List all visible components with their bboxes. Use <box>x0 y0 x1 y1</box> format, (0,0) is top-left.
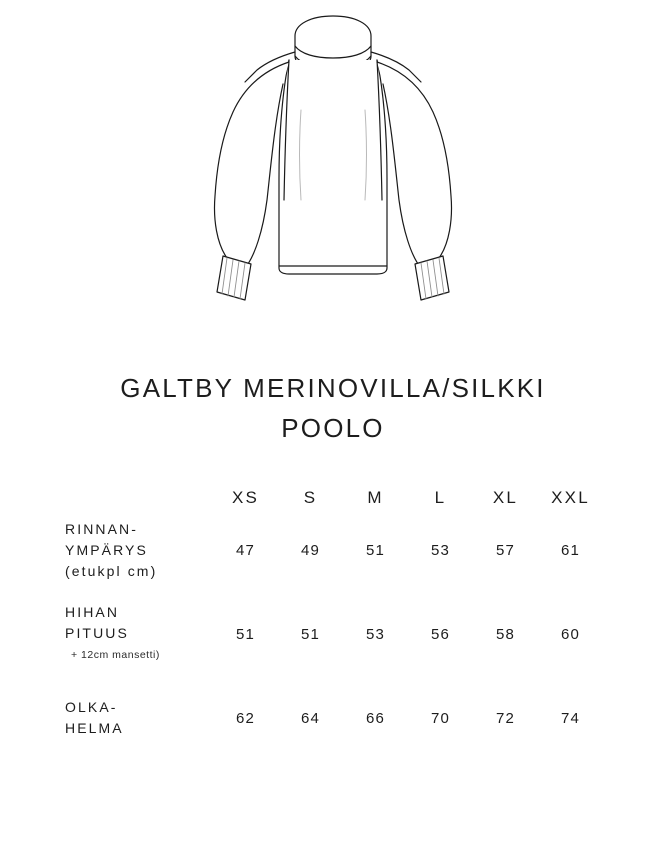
cell-chest-xl: 57 <box>495 541 516 559</box>
cell-length-s: 64 <box>300 709 321 727</box>
garment-illustration <box>0 0 666 350</box>
cell-sleeve-xl: 58 <box>495 625 516 643</box>
size-table-header <box>63 488 603 508</box>
table-row <box>63 592 603 676</box>
page-title <box>53 368 613 448</box>
header-size-l: L <box>434 488 447 507</box>
row-label-length <box>63 676 213 760</box>
cell-sleeve-s: 51 <box>300 625 321 643</box>
header-size-xs: XS <box>231 488 260 507</box>
cell-chest-m: 51 <box>365 541 386 559</box>
turtleneck-sweater-icon <box>183 0 483 320</box>
cell-length-xxl: 74 <box>560 709 581 727</box>
row-label-chest <box>63 508 213 592</box>
size-table-container <box>63 488 603 760</box>
row-label-length-line-2: HELMA <box>65 720 124 736</box>
header-size-xxl: XXL <box>551 488 590 507</box>
cell-chest-xs: 47 <box>235 541 256 559</box>
row-label-chest-line-2: YMPÄRYS <box>65 541 148 558</box>
row-label-chest-line-1: RINNAN- <box>65 520 139 537</box>
table-row <box>63 508 603 592</box>
row-label-sleeve-line-2: PITUUS <box>65 625 129 641</box>
header-size-xl: XL <box>492 488 519 507</box>
cell-sleeve-m: 53 <box>365 625 386 643</box>
cell-chest-xxl: 61 <box>560 541 581 559</box>
size-table-body <box>63 508 603 760</box>
cell-sleeve-l: 56 <box>430 625 451 643</box>
size-table <box>63 488 603 760</box>
page-title-line-2: POOLO <box>281 413 385 443</box>
header-size-s: S <box>303 488 318 507</box>
header-size-m: M <box>367 488 384 507</box>
cell-chest-l: 53 <box>430 541 451 559</box>
row-label-sleeve-note: + 12cm mansetti) <box>71 649 160 661</box>
cell-length-l: 70 <box>430 709 451 727</box>
page-title-line-1: GALTBY MERINOVILLA/SILKKI <box>120 373 546 403</box>
row-label-sleeve <box>63 592 213 676</box>
header-corner <box>63 488 213 508</box>
cell-sleeve-xs: 51 <box>235 625 256 643</box>
cell-length-xs: 62 <box>235 709 256 727</box>
row-label-chest-line-3: (etukpl cm) <box>65 562 158 579</box>
row-label-length-line-1: OLKA- <box>65 699 118 715</box>
cell-length-xl: 72 <box>495 709 516 727</box>
row-label-sleeve-line-1: HIHAN <box>65 604 120 620</box>
cell-sleeve-xxl: 60 <box>560 625 581 643</box>
header-row <box>63 488 603 508</box>
cell-length-m: 66 <box>365 709 386 727</box>
table-row <box>63 676 603 760</box>
cell-chest-s: 49 <box>300 541 321 559</box>
